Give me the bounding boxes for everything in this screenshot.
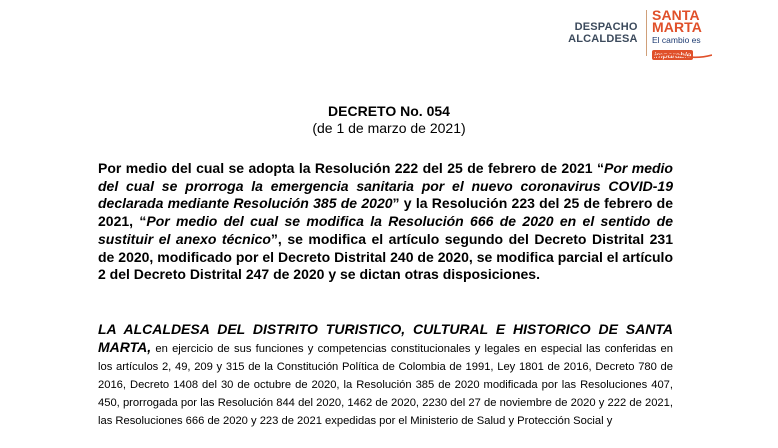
department-name bbox=[568, 21, 638, 46]
preamble-text: en ejercicio de sus funciones y competencias constitucionales y legales en especial las conferidas en los artículos 2, 49, 209 y 315 de la Constitución Política de Colombia de 1991, Ley 1801 de 2016, Decreto 780 de 2016, Decreto 1408 del 30 de octubre de 2020, la Resolución 385 de 2020 modificada por las Resoluciones 407, 450, prorrogada por las Resolución 844 del 2020, 1462 de 2020, 2230 del 27 de noviembre de 2020 y 222 de 2021, las Resoluciones 666 de 2020 y 223 de 2021 expedidas por el Ministerio de Salud y Protección Social y bbox=[98, 343, 673, 427]
authority-heading: LA ALCALDESA DEL DISTRITO TURISTICO, CULTURAL E HISTORICO DE SANTA MARTA, bbox=[98, 321, 673, 355]
department-line-2: ALCALDESA bbox=[568, 33, 638, 45]
decree-date: (de 1 de marzo de 2021) bbox=[312, 120, 466, 136]
department-line-1: DESPACHO bbox=[574, 20, 638, 33]
logo-title-line-2: MARTA bbox=[652, 19, 703, 35]
logo-slogan-line-2: imparable bbox=[654, 50, 692, 60]
summary-text-2: ” y la Resolución 223 del 25 de febrero de 2021, “ bbox=[98, 195, 673, 230]
header-divider bbox=[646, 10, 647, 56]
letterhead bbox=[568, 7, 730, 60]
logo-title-line-1: SANTA bbox=[652, 7, 700, 23]
summary-text-1: Por medio del cual se adopta la Resolución 222 del 25 de febrero de 2021 “ bbox=[98, 160, 604, 176]
summary-text-3: ”, se modifica el artículo segundo del Decreto Distrital 231 de 2020, modificado por el Decreto Distrital 240 de 2020, se modifica parcial el artículo 2 del Decreto Distrital 247 de 2020 y se dictan otras disposiciones. bbox=[98, 230, 673, 283]
logo-wave-icon bbox=[652, 53, 712, 59]
decree-summary bbox=[98, 160, 673, 284]
decree-heading bbox=[0, 103, 778, 137]
santa-marta-logo bbox=[652, 7, 730, 60]
logo-slogan-line-1: El cambio es bbox=[652, 35, 701, 45]
summary-italic-1: Por medio del cual se prorroga la emergencia sanitaria por el nuevo coronavirus COVID-19 declarada mediante Resolución 385 de 2020 bbox=[98, 160, 673, 212]
decree-preamble bbox=[98, 321, 673, 429]
summary-italic-2: Por medio del cual se modifica la Resolución 666 de 2020 en el sentido de sustituir el anexo técnico bbox=[98, 213, 673, 247]
decree-number: DECRETO No. 054 bbox=[328, 103, 450, 119]
